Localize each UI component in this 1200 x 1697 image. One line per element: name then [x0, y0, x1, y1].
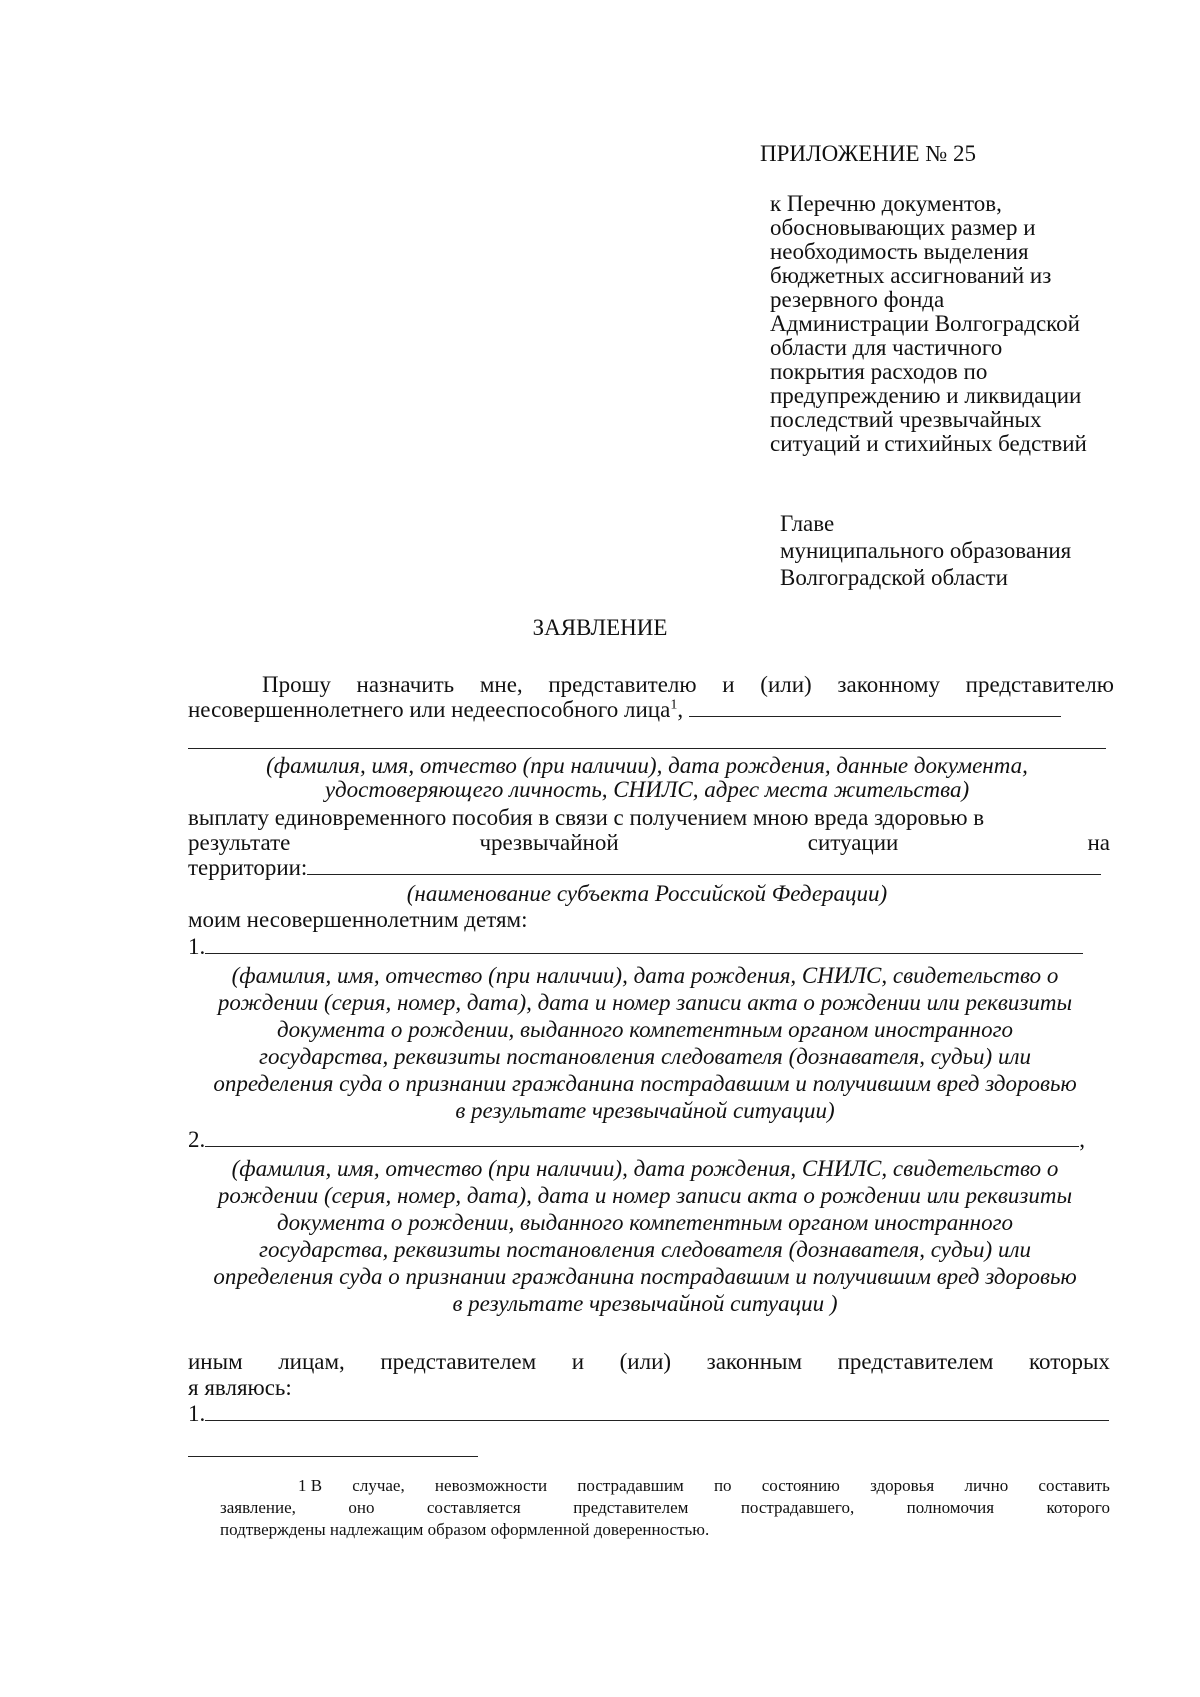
intro-line-2: [188, 698, 1061, 722]
footnote-line-2: [220, 1497, 1110, 1518]
appendix-line: последствий чрезвычайных: [770, 407, 1042, 432]
word: лицам,: [278, 1349, 345, 1374]
word: представителю: [548, 672, 697, 697]
hint-line: документа о рождении, выданного компетентным органом иностранного: [276, 1017, 1014, 1042]
item-number: 1.: [188, 934, 206, 959]
hint-line: (фамилия, имя, отчество (при наличии), дата рождения, СНИЛС, свидетельство о: [231, 1156, 1059, 1181]
word: мне,: [479, 672, 523, 697]
word: представителю: [965, 672, 1114, 697]
word: по: [713, 1476, 732, 1495]
word: чрезвычайной: [479, 830, 619, 855]
applicant-name-field[interactable]: [689, 698, 1061, 717]
document-title: ЗАЯВЛЕНИЕ: [532, 615, 668, 640]
other-person-1-field[interactable]: [205, 1402, 1109, 1421]
word: лично: [964, 1476, 1009, 1495]
applicant-details-field[interactable]: [188, 748, 1106, 749]
word: (или): [760, 672, 812, 697]
word: назначить: [356, 672, 455, 697]
child-1-field[interactable]: [205, 935, 1083, 954]
appendix-line: бюджетных ассигнований из: [770, 263, 1052, 288]
word: которого: [1046, 1498, 1110, 1517]
hint-subject: (наименование субъекта Российской Федерации): [406, 881, 888, 906]
word: которых: [1029, 1349, 1110, 1374]
word: здоровья: [870, 1476, 935, 1495]
word: состоянию: [761, 1476, 840, 1495]
appendix-line: покрытия расходов по: [770, 359, 988, 384]
children-label: моим несовершеннолетним детям:: [188, 907, 528, 932]
territory-field[interactable]: [307, 856, 1101, 875]
territory-label: территории:: [188, 855, 308, 880]
word: законным: [706, 1349, 803, 1374]
word: оно: [348, 1498, 375, 1517]
hint-person-line-2: удостоверяющего личность, СНИЛС, адрес места жительства): [324, 777, 970, 802]
appendix-description: [770, 192, 1087, 456]
payment-line-1: выплату единовременного пособия в связи с получением мною вреда здоровью в: [188, 805, 985, 830]
item-number: 2.: [188, 1127, 206, 1152]
word: заявление,: [220, 1498, 296, 1517]
appendix-line: к Перечню документов,: [770, 191, 1002, 216]
footnote-separator: [188, 1456, 478, 1457]
appendix-line: области для частичного: [770, 335, 1003, 360]
addressee-line: Волгоградской области: [780, 565, 1008, 590]
hint-line: определения суда о признании гражданина пострадавшим и получившим вред здоровью: [213, 1264, 1077, 1289]
other-person-1-row: [188, 1402, 1109, 1426]
word: и: [571, 1349, 585, 1374]
word: представителем: [380, 1349, 537, 1374]
appendix-line: предупреждению и ликвидации: [770, 383, 1082, 408]
intro-text: несовершеннолетнего или недееспособного лица: [188, 697, 671, 722]
others-line-1: [188, 1350, 1110, 1374]
word: пострадавшим: [577, 1476, 684, 1495]
footnote-line-1: [298, 1475, 1110, 1496]
child-2-field[interactable]: [205, 1128, 1079, 1147]
hint-line: документа о рождении, выданного компетентным органом иностранного: [276, 1210, 1014, 1235]
appendix-line: необходимость выделения: [770, 239, 1029, 264]
hint-line: рождении (серия, номер, дата), дата и номер записи акта о рождении или реквизиты: [217, 990, 1073, 1015]
word: пострадавшего,: [740, 1498, 855, 1517]
hint-line: в результате чрезвычайной ситуации ): [452, 1291, 838, 1316]
hint-line: государства, реквизиты постановления следователя (дознавателя, судьи) или: [259, 1237, 1031, 1262]
item-number: 1.: [188, 1401, 206, 1426]
child-2-row: [188, 1128, 1085, 1152]
hint-line: (фамилия, имя, отчество (при наличии), дата рождения, СНИЛС, свидетельство о: [231, 963, 1059, 988]
appendix-line: Администрации Волгоградской: [770, 311, 1080, 336]
footnote-reference: 1: [670, 697, 678, 713]
word: результате: [188, 830, 291, 855]
word: (или): [619, 1349, 672, 1374]
word: полномочия: [906, 1498, 995, 1517]
appendix-line: резервного фонда: [770, 287, 945, 312]
word: невозможности: [434, 1476, 548, 1495]
addressee-line: Главе: [780, 511, 835, 536]
word: на: [1087, 830, 1110, 855]
word: представителем: [837, 1349, 994, 1374]
word: составить: [1038, 1476, 1110, 1495]
word: ситуации: [807, 830, 899, 855]
word: Прошу: [262, 672, 331, 697]
hint-line: определения суда о признании гражданина пострадавшим и получившим вред здоровью: [213, 1071, 1077, 1096]
footnote-line-3: подтверждены надлежащим образом оформленной доверенностью.: [220, 1520, 710, 1539]
appendix-line: обосновывающих размер и: [770, 215, 1036, 240]
word: составляется: [426, 1498, 521, 1517]
word: и: [722, 672, 735, 697]
word: иным: [188, 1349, 243, 1374]
appendix-title: ПРИЛОЖЕНИЕ № 25: [760, 141, 977, 166]
payment-line-2: [188, 831, 1110, 855]
comma: ,: [677, 697, 684, 722]
word: случае,: [352, 1476, 405, 1495]
word: законному: [837, 672, 940, 697]
appendix-line: ситуаций и стихийных бедствий: [770, 431, 1087, 456]
intro-line-1: [262, 673, 1114, 697]
word: представителем: [573, 1498, 689, 1517]
word: 1 В: [298, 1476, 323, 1495]
child-2-hint: [180, 1155, 1110, 1317]
others-line-2: я являюсь:: [188, 1375, 292, 1400]
hint-person-line-1: (фамилия, имя, отчество (при наличии), дата рождения, данные документа,: [266, 753, 1028, 778]
territory-row: [188, 856, 1101, 880]
hint-line: государства, реквизиты постановления следователя (дознавателя, судьи) или: [259, 1044, 1031, 1069]
child-1-hint: [180, 962, 1110, 1124]
hint-line: рождении (серия, номер, дата), дата и номер записи акта о рождении или реквизиты: [217, 1183, 1073, 1208]
hint-line: в результате чрезвычайной ситуации): [455, 1098, 835, 1123]
child-1-row: [188, 935, 1083, 959]
comma: ,: [1079, 1127, 1085, 1152]
addressee-block: [780, 510, 1071, 591]
addressee-line: муниципального образования: [780, 538, 1072, 563]
